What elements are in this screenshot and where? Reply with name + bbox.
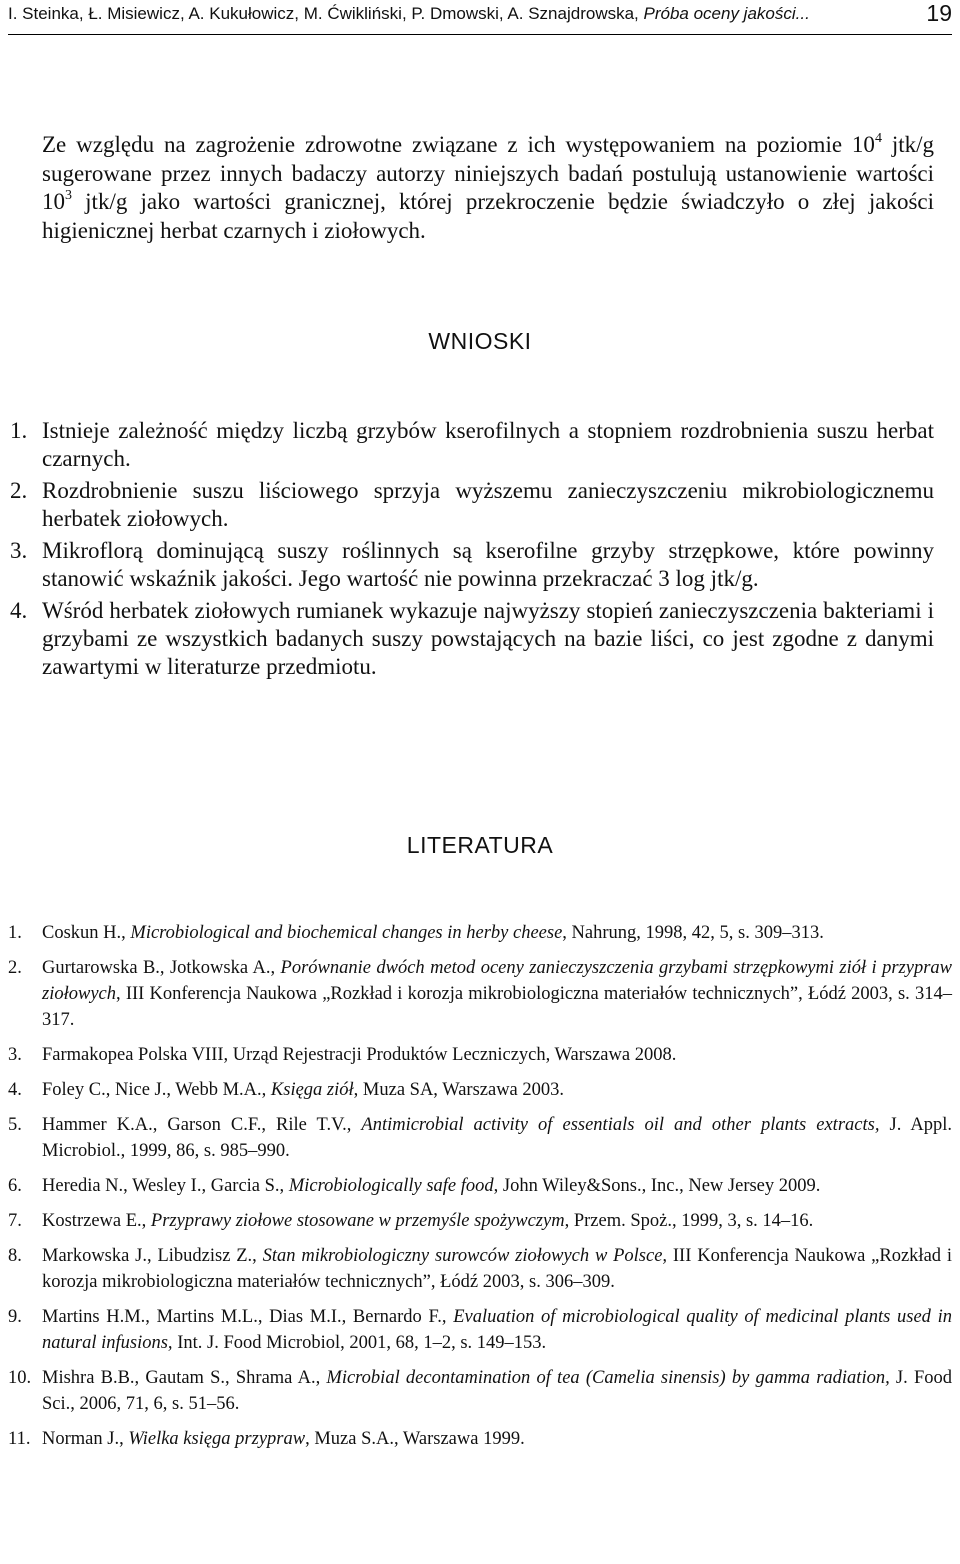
reference-number: 3. [8,1045,22,1065]
reference-number: 2. [8,958,22,978]
reference-title: Evaluation of microbiological quality of medicinal plants used in natural infusions, [42,1307,952,1353]
reference-text [42,1077,952,1103]
reference-authors: Gurtarowska B., Jotkowska A., [42,958,281,978]
reference-text [42,1042,952,1068]
conclusion-item [10,537,934,593]
reference-item [8,955,952,1033]
reference-title: Porównanie dwóch metod oceny zanieczyszczenia grzybami strzępkowymi ziół i przypraw ziołowych [42,958,953,1004]
conclusion-item [10,417,934,473]
reference-item [8,1365,952,1417]
conclusion-item [10,597,934,681]
literature-heading: LITERATURA [406,832,554,858]
reference-source: J. Appl. Microbiol., 1999, 86, s. 985–990. [42,1115,952,1161]
reference-source: Int. J. Food Microbiol, 2001, 68, 1–2, s. 149–153. [172,1333,547,1353]
reference-number: 10. [8,1368,32,1388]
reference-text [42,1173,952,1199]
reference-title: Stan mikrobiologiczny surowców ziołowych w Polsce, [262,1246,668,1266]
reference-item [8,1173,952,1199]
reference-authors: Norman J., [42,1429,129,1449]
reference-item [8,1426,952,1452]
intro-exponent-2: 3 [65,188,72,203]
reference-title: Księga ziół [270,1080,354,1100]
reference-number: 5. [8,1115,22,1135]
reference-text [42,1365,952,1417]
intro-text-1: Ze względu na zagrożenie zdrowotne związane z ich występowaniem na poziomie 10 [42,132,875,157]
running-header-text [8,4,810,24]
reference-authors: Heredia N., Wesley I., Garcia S., [42,1176,289,1196]
reference-number: 11. [8,1429,31,1449]
running-header [8,0,952,35]
reference-text [42,1304,952,1356]
reference-authors: Mishra B.B., Gautam S., Shrama A., [42,1368,327,1388]
reference-number: 7. [8,1211,22,1231]
conclusion-number: 2. [10,478,28,503]
conclusion-number: 4. [10,598,28,623]
intro-text-2: jtk/g sugerowane przez innych badaczy autorzy niniejszych badań postulują ustanowienie wartości 10 [42,132,934,214]
reference-source: , John Wiley&Sons., Inc., New Jersey 2009. [493,1176,821,1196]
reference-text [42,1426,952,1452]
reference-number: 8. [8,1246,22,1266]
conclusion-item [10,477,934,533]
reference-title: Antimicrobial activity of essentials oil and other plants extracts, [361,1115,880,1135]
reference-item [8,1077,952,1103]
intro-paragraph [42,131,934,245]
reference-authors: Hammer K.A., Garson C.F., Rile T.V., [42,1115,362,1135]
reference-source: III Konferencja Naukowa „Rozkład i korozja mikrobiologiczna materiałów technicznych”, Łódź 2003, s. 306–309. [42,1246,953,1292]
conclusions-list [10,417,934,685]
reference-number: 6. [8,1176,22,1196]
running-header-authors: I. Steinka, Ł. Misiewicz, A. Kukułowicz, M. Ćwikliński, P. Dmowski, A. Sznajdrowska, [8,4,644,23]
reference-source: , Przem. Spoż., 1999, 3, s. 14–16. [564,1211,814,1231]
reference-authors: Foley C., Nice J., Webb M.A., [42,1080,271,1100]
reference-number: 1. [8,923,22,943]
reference-number: 9. [8,1307,22,1327]
intro-exponent-1: 4 [874,131,882,146]
reference-title: Przyprawy ziołowe stosowane w przemyśle spożywczym [150,1211,565,1231]
reference-title: Microbiological and biochemical changes in herby cheese [130,923,563,943]
reference-item [8,1112,952,1164]
conclusion-text: Wśród herbatek ziołowych rumianek wykazuje najwyższy stopień zanieczyszczenia bakteriami i grzybami ze wszystkich badanych suszy powstających na bazie liści, co jest zgodne z danymi zawartymi w literaturze przedmiotu. [42,598,934,679]
reference-item [8,920,952,946]
reference-source: , Muza S.A., Warszawa 1999. [305,1429,525,1449]
conclusion-text: Istnieje zależność między liczbą grzybów kserofilnych a stopniem rozdrobnienia suszu herbat czarnych. [42,418,934,471]
reference-authors: Farmakopea Polska VIII, Urząd Rejestracji Produktów Leczniczych, Warszawa 2008. [42,1045,677,1065]
intro-text-3: jtk/g jako wartości granicznej, której przekroczenie będzie świadczyło o złej jakości higienicznej herbat czarnych i ziołowych. [42,189,934,243]
reference-source: , Nahrung, 1998, 42, 5, s. 309–313. [562,923,824,943]
reference-text [42,1112,952,1164]
reference-item [8,1304,952,1356]
reference-text [42,955,952,1033]
conclusion-number: 3. [10,538,28,563]
reference-source: , III Konferencja Naukowa „Rozkład i korozja mikrobiologiczna materiałów technicznych”, Łódź 2003, s. 314–317. [42,984,952,1030]
references-list [8,920,952,1461]
reference-text [42,1243,952,1295]
reference-text [42,920,952,946]
reference-number: 4. [8,1080,22,1100]
conclusion-text: Mikroflorą dominującą suszy roślinnych są kserofilne grzyby strzępkowe, które powinny stanowić wskaźnik jakości. Jego wartość nie powinna przekraczać 3 log jtk/g. [42,538,934,591]
page-number: 19 [926,0,952,26]
reference-title: Microbial decontamination of tea (Camelia sinensis) by gamma radiation, [326,1368,890,1388]
reference-authors: Kostrzewa E., [42,1211,151,1231]
reference-authors: Coskun H., [42,923,131,943]
reference-item [8,1243,952,1295]
running-header-title: Próba oceny jakości... [643,4,810,23]
conclusions-heading: WNIOSKI [428,328,532,354]
reference-title: Wielka księga przypraw [128,1429,306,1449]
reference-title: Microbiologically safe food [288,1176,494,1196]
conclusion-text: Rozdrobnienie suszu liściowego sprzyja wyższemu zanieczyszczeniu mikrobiologicznemu herbatek ziołowych. [42,478,934,531]
reference-source: J. Food Sci., 2006, 71, 6, s. 51–56. [42,1368,952,1414]
reference-authors: Martins H.M., Martins M.L., Dias M.I., Bernardo F., [42,1307,454,1327]
reference-item [8,1042,952,1068]
reference-text [42,1208,952,1234]
reference-authors: Markowska J., Libudzisz Z., [42,1246,263,1266]
conclusion-number: 1. [10,418,28,443]
reference-item [8,1208,952,1234]
reference-source: , Muza SA, Warszawa 2003. [353,1080,565,1100]
